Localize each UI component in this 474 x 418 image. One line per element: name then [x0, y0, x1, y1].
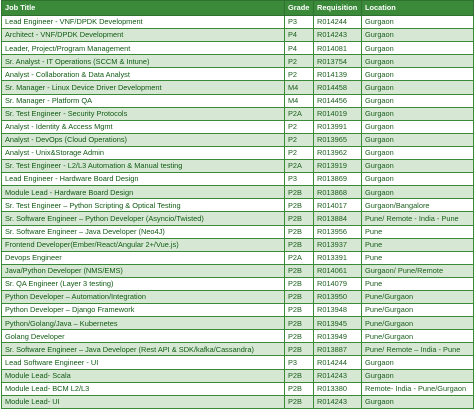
- requisition-cell: R014456: [314, 94, 362, 107]
- job-title-cell: Golang Developer: [2, 330, 285, 343]
- table-row: [2, 160, 474, 173]
- requisition-cell: R014017: [314, 199, 362, 212]
- header-location: Location: [362, 1, 474, 16]
- requisition-cell: R013937: [314, 238, 362, 251]
- requisition-cell: R013962: [314, 146, 362, 159]
- grade-cell: P2B: [285, 290, 314, 303]
- job-title-cell: Lead Software Engineer - UI: [2, 356, 285, 369]
- table-row: [2, 199, 474, 212]
- location-cell: Gurgaon: [362, 186, 474, 199]
- job-title-cell: Devops Engineer: [2, 251, 285, 264]
- table-row: [2, 94, 474, 107]
- table-row: [2, 16, 474, 29]
- requisition-cell: R014458: [314, 81, 362, 94]
- table-row: [2, 238, 474, 251]
- table-row: [2, 304, 474, 317]
- table-row: [2, 68, 474, 81]
- grade-cell: P2: [285, 68, 314, 81]
- table-row: [2, 290, 474, 303]
- requisition-cell: R013948: [314, 304, 362, 317]
- location-cell: Pune: [362, 277, 474, 290]
- table-row: [2, 277, 474, 290]
- requisition-cell: R014019: [314, 107, 362, 120]
- location-cell: Gurgaon: [362, 107, 474, 120]
- location-cell: Gurgaon/ Pune/Remote: [362, 264, 474, 277]
- grade-cell: P4: [285, 29, 314, 42]
- job-title-cell: Module Lead- BCM L2/L3: [2, 382, 285, 395]
- requisition-cell: R013919: [314, 160, 362, 173]
- grade-cell: P2B: [285, 304, 314, 317]
- grade-cell: P2A: [285, 251, 314, 264]
- requisition-cell: R013949: [314, 330, 362, 343]
- table-row: [2, 42, 474, 55]
- job-title-cell: Sr. Software Engineer – Python Developer (Asyncio/Twisted): [2, 212, 285, 225]
- requisition-cell: R013945: [314, 317, 362, 330]
- job-title-cell: Analyst - Collaboration & Data Analyst: [2, 68, 285, 81]
- requisition-cell: R014061: [314, 264, 362, 277]
- grade-cell: P2: [285, 120, 314, 133]
- grade-cell: P2B: [285, 369, 314, 382]
- grade-cell: P2B: [285, 238, 314, 251]
- job-title-cell: Lead Engineer - Hardware Board Design: [2, 173, 285, 186]
- job-title-cell: Module Lead - Hardware Board Design: [2, 186, 285, 199]
- grade-cell: P2B: [285, 343, 314, 356]
- requisition-cell: R013884: [314, 212, 362, 225]
- grade-cell: P2B: [285, 277, 314, 290]
- location-cell: Gurgaon: [362, 55, 474, 68]
- table-row: [2, 107, 474, 120]
- job-title-cell: Python/Golang/Java – Kubernetes: [2, 317, 285, 330]
- location-cell: Pune/Gurgaon: [362, 290, 474, 303]
- requisition-cell: R013391: [314, 251, 362, 264]
- table-row: [2, 356, 474, 369]
- location-cell: Pune: [362, 225, 474, 238]
- grade-cell: P2B: [285, 225, 314, 238]
- requisition-cell: R013754: [314, 55, 362, 68]
- table-row: [2, 251, 474, 264]
- location-cell: Gurgaon: [362, 81, 474, 94]
- location-cell: Gurgaon: [362, 173, 474, 186]
- table-body: [2, 16, 474, 409]
- location-cell: Pune/Gurgaon: [362, 304, 474, 317]
- table-row: [2, 369, 474, 382]
- requisition-cell: R013380: [314, 382, 362, 395]
- job-title-cell: Java/Python Developer (NMS/EMS): [2, 264, 285, 277]
- table-row: [2, 395, 474, 408]
- job-title-cell: Module Lead- Scala: [2, 369, 285, 382]
- location-cell: Gurgaon: [362, 42, 474, 55]
- job-title-cell: Frontend Developer(Ember/React/Angular 2+/Vue.js): [2, 238, 285, 251]
- table-row: [2, 343, 474, 356]
- job-title-cell: Python Developer – Django Framework: [2, 304, 285, 317]
- grade-cell: P2B: [285, 212, 314, 225]
- grade-cell: P2B: [285, 317, 314, 330]
- job-title-cell: Sr. Manager - Platform QA: [2, 94, 285, 107]
- grade-cell: P3: [285, 173, 314, 186]
- grade-cell: P2B: [285, 330, 314, 343]
- grade-cell: P2: [285, 55, 314, 68]
- requisition-cell: R013869: [314, 173, 362, 186]
- header-row: [2, 1, 474, 16]
- requisition-cell: R014139: [314, 68, 362, 81]
- job-title-cell: Sr. QA Engineer (Layer 3 testing): [2, 277, 285, 290]
- grade-cell: M4: [285, 94, 314, 107]
- grade-cell: P2: [285, 133, 314, 146]
- requisition-cell: R014081: [314, 42, 362, 55]
- grade-cell: P2B: [285, 264, 314, 277]
- requisition-cell: R013868: [314, 186, 362, 199]
- location-cell: Gurgaon: [362, 146, 474, 159]
- requisition-cell: R013965: [314, 133, 362, 146]
- grade-cell: M4: [285, 81, 314, 94]
- location-cell: Pune/Gurgaon: [362, 317, 474, 330]
- requisition-cell: R013950: [314, 290, 362, 303]
- grade-cell: P2A: [285, 160, 314, 173]
- table-row: [2, 330, 474, 343]
- job-title-cell: Python Developer – Automation/Integration: [2, 290, 285, 303]
- location-cell: Gurgaon: [362, 369, 474, 382]
- location-cell: Gurgaon: [362, 16, 474, 29]
- job-title-cell: Analyst - DevOps (Cloud Operations): [2, 133, 285, 146]
- requisition-cell: R013991: [314, 120, 362, 133]
- table-row: [2, 55, 474, 68]
- requisition-cell: R013956: [314, 225, 362, 238]
- location-cell: Gurgaon: [362, 68, 474, 81]
- requisition-cell: R013887: [314, 343, 362, 356]
- grade-cell: P2B: [285, 395, 314, 408]
- header-grade: Grade: [285, 1, 314, 16]
- job-title-cell: Sr. Test Engineer – Python Scripting & Optical Testing: [2, 199, 285, 212]
- job-title-cell: Leader, Project/Program Management: [2, 42, 285, 55]
- job-title-cell: Sr. Test Engineer - Security Protocols: [2, 107, 285, 120]
- grade-cell: P2B: [285, 382, 314, 395]
- location-cell: Gurgaon: [362, 29, 474, 42]
- job-title-cell: Sr. Software Engineer – Java Developer (Rest API & SDK/kafka/Cassandra): [2, 343, 285, 356]
- location-cell: Gurgaon: [362, 120, 474, 133]
- location-cell: Pune/ Remote - India - Pune: [362, 212, 474, 225]
- location-cell: Pune: [362, 238, 474, 251]
- job-title-cell: Lead Engineer - VNF/DPDK Development: [2, 16, 285, 29]
- requisition-cell: R014243: [314, 369, 362, 382]
- table-row: [2, 146, 474, 159]
- location-cell: Gurgaon: [362, 160, 474, 173]
- table-row: [2, 120, 474, 133]
- table-row: [2, 264, 474, 277]
- job-title-cell: Sr. Software Engineer – Java Developer (Neo4J): [2, 225, 285, 238]
- requisition-cell: R014244: [314, 356, 362, 369]
- table-row: [2, 212, 474, 225]
- job-title-cell: Module Lead- UI: [2, 395, 285, 408]
- location-cell: Gurgaon: [362, 356, 474, 369]
- table-row: [2, 81, 474, 94]
- header-job-title: Job Title: [2, 1, 285, 16]
- requisition-cell: R014079: [314, 277, 362, 290]
- location-cell: Gurgaon/Bangalore: [362, 199, 474, 212]
- requisition-cell: R014244: [314, 16, 362, 29]
- job-title-cell: Sr. Test Engineer - L2/L3 Automation & Manual testing: [2, 160, 285, 173]
- location-cell: Gurgaon: [362, 94, 474, 107]
- job-title-cell: Analyst - Unix&Storage Admin: [2, 146, 285, 159]
- requisition-cell: R014243: [314, 395, 362, 408]
- location-cell: Pune: [362, 251, 474, 264]
- grade-cell: P3: [285, 16, 314, 29]
- grade-cell: P4: [285, 42, 314, 55]
- grade-cell: P2: [285, 146, 314, 159]
- job-title-cell: Architect - VNF/DPDK Development: [2, 29, 285, 42]
- job-title-cell: Analyst - Identity & Access Mgmt: [2, 120, 285, 133]
- header-requisition: Requisition: [314, 1, 362, 16]
- grade-cell: P2B: [285, 186, 314, 199]
- grade-cell: P3: [285, 356, 314, 369]
- grade-cell: P2B: [285, 199, 314, 212]
- location-cell: Pune/Gurgaon: [362, 330, 474, 343]
- table-row: [2, 382, 474, 395]
- requisition-cell: R014243: [314, 29, 362, 42]
- table-row: [2, 186, 474, 199]
- location-cell: Remote- India - Pune/Gurgaon: [362, 382, 474, 395]
- grade-cell: P2A: [285, 107, 314, 120]
- table-row: [2, 173, 474, 186]
- table-row: [2, 29, 474, 42]
- table-row: [2, 225, 474, 238]
- job-openings-table: [1, 0, 474, 409]
- job-title-cell: Sr. Manager - Linux Device Driver Development: [2, 81, 285, 94]
- table-row: [2, 133, 474, 146]
- location-cell: Pune/ Remote – India - Pune: [362, 343, 474, 356]
- location-cell: Gurgaon: [362, 395, 474, 408]
- job-title-cell: Sr. Analyst - IT Operations (SCCM & Intune): [2, 55, 285, 68]
- table-row: [2, 317, 474, 330]
- location-cell: Gurgaon: [362, 133, 474, 146]
